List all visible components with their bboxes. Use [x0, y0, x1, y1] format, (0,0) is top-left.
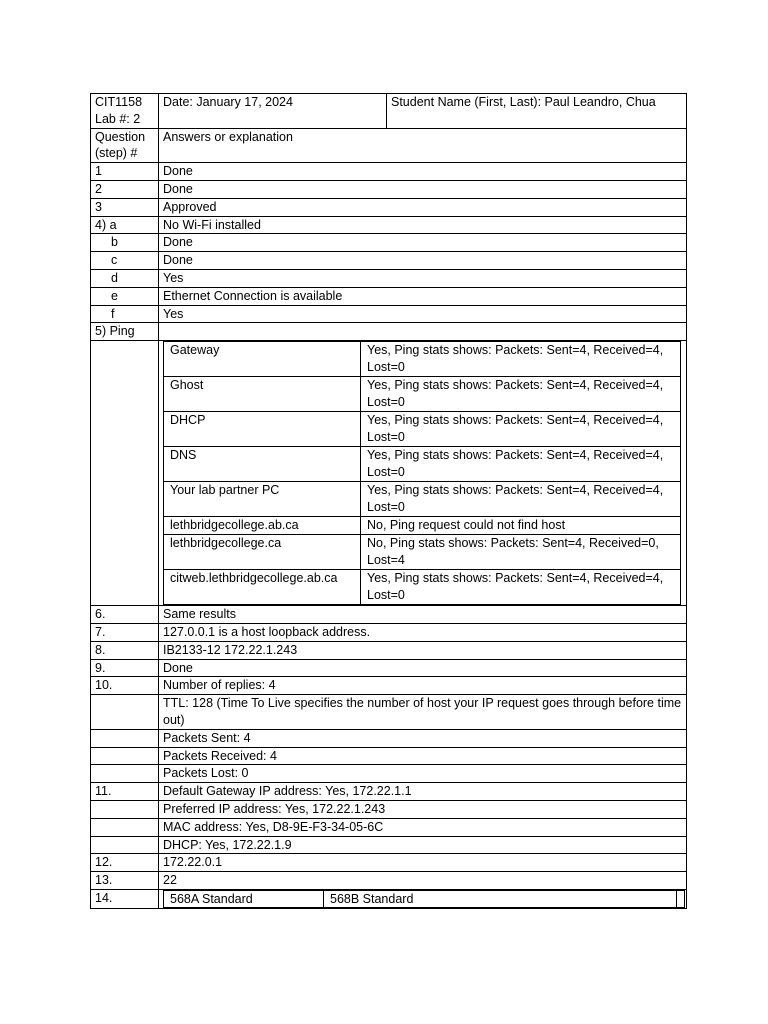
answer-text: Done	[159, 163, 687, 181]
answer-text: 127.0.0.1 is a host loopback address.	[159, 623, 687, 641]
question-number	[91, 729, 159, 747]
question-number: e	[91, 287, 159, 305]
table-row	[91, 729, 687, 747]
question-number: 10.	[91, 677, 159, 695]
answer-text: Packets Sent: 4	[159, 729, 687, 747]
ping-row	[164, 517, 681, 535]
ping-row	[164, 447, 681, 482]
table-row	[91, 854, 687, 872]
answer-text: Same results	[159, 606, 687, 624]
wiring-spacer-cell	[677, 890, 685, 907]
ping-result: No, Ping request could not find host	[361, 517, 681, 535]
date-text: Date: January 17, 2024	[163, 95, 293, 109]
answer-text: Done	[159, 252, 687, 270]
answer-text: Default Gateway IP address: Yes, 172.22.1.1	[159, 783, 687, 801]
answer-text: Done	[159, 659, 687, 677]
answer-text: 22	[159, 872, 687, 890]
table-row	[91, 287, 687, 305]
ping-host: Gateway	[164, 342, 361, 377]
answer-text: Done	[159, 234, 687, 252]
ping-result: Yes, Ping stats shows: Packets: Sent=4, Received=4, Lost=0	[361, 412, 681, 447]
question-number: 12.	[91, 854, 159, 872]
question-number: 5) Ping	[91, 323, 159, 341]
ping-result: Yes, Ping stats shows: Packets: Sent=4, Received=4, Lost=0	[361, 377, 681, 412]
question-header: Question (step) #	[91, 128, 159, 163]
question-number: 13.	[91, 872, 159, 890]
table-row	[91, 216, 687, 234]
question-number	[91, 818, 159, 836]
table-row	[91, 323, 687, 341]
ping-row	[164, 342, 681, 377]
answer-text: Done	[159, 180, 687, 198]
ping-result: Yes, Ping stats shows: Packets: Sent=4, Received=4, Lost=0	[361, 482, 681, 517]
ping-table-cell	[159, 341, 687, 606]
wiring-header-row	[164, 890, 685, 907]
question-number: 3	[91, 198, 159, 216]
question-number	[91, 695, 159, 730]
table-row	[91, 818, 687, 836]
date-cell	[159, 94, 387, 129]
answer-text: Preferred IP address: Yes, 172.22.1.243	[159, 800, 687, 818]
answer-text: Packets Received: 4	[159, 747, 687, 765]
course-code: CIT1158	[95, 95, 143, 109]
ping-table	[163, 341, 681, 605]
question-number: 11.	[91, 783, 159, 801]
table-row	[91, 765, 687, 783]
table-row	[91, 180, 687, 198]
question-number: 6.	[91, 606, 159, 624]
standard-568a-header: 568A Standard	[164, 890, 324, 907]
lab-number: Lab #: 2	[95, 111, 141, 126]
answer-text: 172.22.0.1	[159, 854, 687, 872]
question-number	[91, 800, 159, 818]
table-row	[91, 163, 687, 181]
table-row	[91, 800, 687, 818]
table-row	[91, 659, 687, 677]
question-number: d	[91, 269, 159, 287]
table-row	[91, 872, 687, 890]
ping-result: No, Ping stats shows: Packets: Sent=4, Received=0, Lost=4	[361, 535, 681, 570]
column-header-row	[91, 128, 687, 163]
header-row	[91, 94, 687, 129]
course-cell	[91, 94, 159, 129]
ping-host: citweb.lethbridgecollege.ab.ca	[164, 570, 361, 605]
question-number	[91, 836, 159, 854]
ping-host: lethbridgecollege.ca	[164, 535, 361, 570]
table-row	[91, 677, 687, 695]
answer-text: IB2133-12 172.22.1.243	[159, 641, 687, 659]
ping-results-row	[91, 341, 687, 606]
wiring-row	[91, 889, 687, 908]
table-row	[91, 305, 687, 323]
question-number: 14.	[91, 889, 159, 908]
answers-header: Answers or explanation	[159, 128, 687, 163]
question-number: c	[91, 252, 159, 270]
question-number: 7.	[91, 623, 159, 641]
answer-text: Yes	[159, 269, 687, 287]
ping-row	[164, 570, 681, 605]
standard-568b-header: 568B Standard	[324, 890, 677, 907]
table-row	[91, 747, 687, 765]
question-number: 2	[91, 180, 159, 198]
ping-row	[164, 482, 681, 517]
ping-row	[164, 412, 681, 447]
answer-text: No Wi-Fi installed	[159, 216, 687, 234]
wiring-table-cell	[159, 889, 687, 908]
question-number: 1	[91, 163, 159, 181]
answer-text: Yes	[159, 305, 687, 323]
ping-host: DNS	[164, 447, 361, 482]
question-number: f	[91, 305, 159, 323]
question-number	[91, 747, 159, 765]
question-number	[91, 765, 159, 783]
ping-host: DHCP	[164, 412, 361, 447]
ping-result: Yes, Ping stats shows: Packets: Sent=4, Received=4, Lost=0	[361, 342, 681, 377]
table-row	[91, 836, 687, 854]
ping-row	[164, 535, 681, 570]
student-name: Student Name (First, Last): Paul Leandro, Chua	[391, 95, 656, 109]
table-row	[91, 269, 687, 287]
answer-text	[159, 323, 687, 341]
answer-text: DHCP: Yes, 172.22.1.9	[159, 836, 687, 854]
ping-result: Yes, Ping stats shows: Packets: Sent=4, Received=4, Lost=0	[361, 570, 681, 605]
answer-text: TTL: 128 (Time To Live specifies the number of host your IP request goes through before time out)	[159, 695, 687, 730]
table-row	[91, 641, 687, 659]
table-row	[91, 198, 687, 216]
lab-answer-table	[90, 93, 687, 909]
ping-host: Ghost	[164, 377, 361, 412]
answer-text: MAC address: Yes, D8-9E-F3-34-05-6C	[159, 818, 687, 836]
table-row	[91, 695, 687, 730]
table-row	[91, 234, 687, 252]
table-row	[91, 252, 687, 270]
ping-row	[164, 377, 681, 412]
ping-host: Your lab partner PC	[164, 482, 361, 517]
table-row	[91, 623, 687, 641]
ping-host: lethbridgecollege.ab.ca	[164, 517, 361, 535]
table-row	[91, 783, 687, 801]
ping-result: Yes, Ping stats shows: Packets: Sent=4, Received=4, Lost=0	[361, 447, 681, 482]
student-cell	[387, 94, 687, 129]
answer-text: Ethernet Connection is available	[159, 287, 687, 305]
question-number: 8.	[91, 641, 159, 659]
question-number: b	[91, 234, 159, 252]
answer-text: Approved	[159, 198, 687, 216]
answer-text: Number of replies: 4	[159, 677, 687, 695]
question-number: 9.	[91, 659, 159, 677]
question-number: 4) a	[91, 216, 159, 234]
table-row	[91, 606, 687, 624]
ping-question-cell	[91, 341, 159, 606]
answer-text: Packets Lost: 0	[159, 765, 687, 783]
wiring-standards-table	[163, 890, 685, 908]
